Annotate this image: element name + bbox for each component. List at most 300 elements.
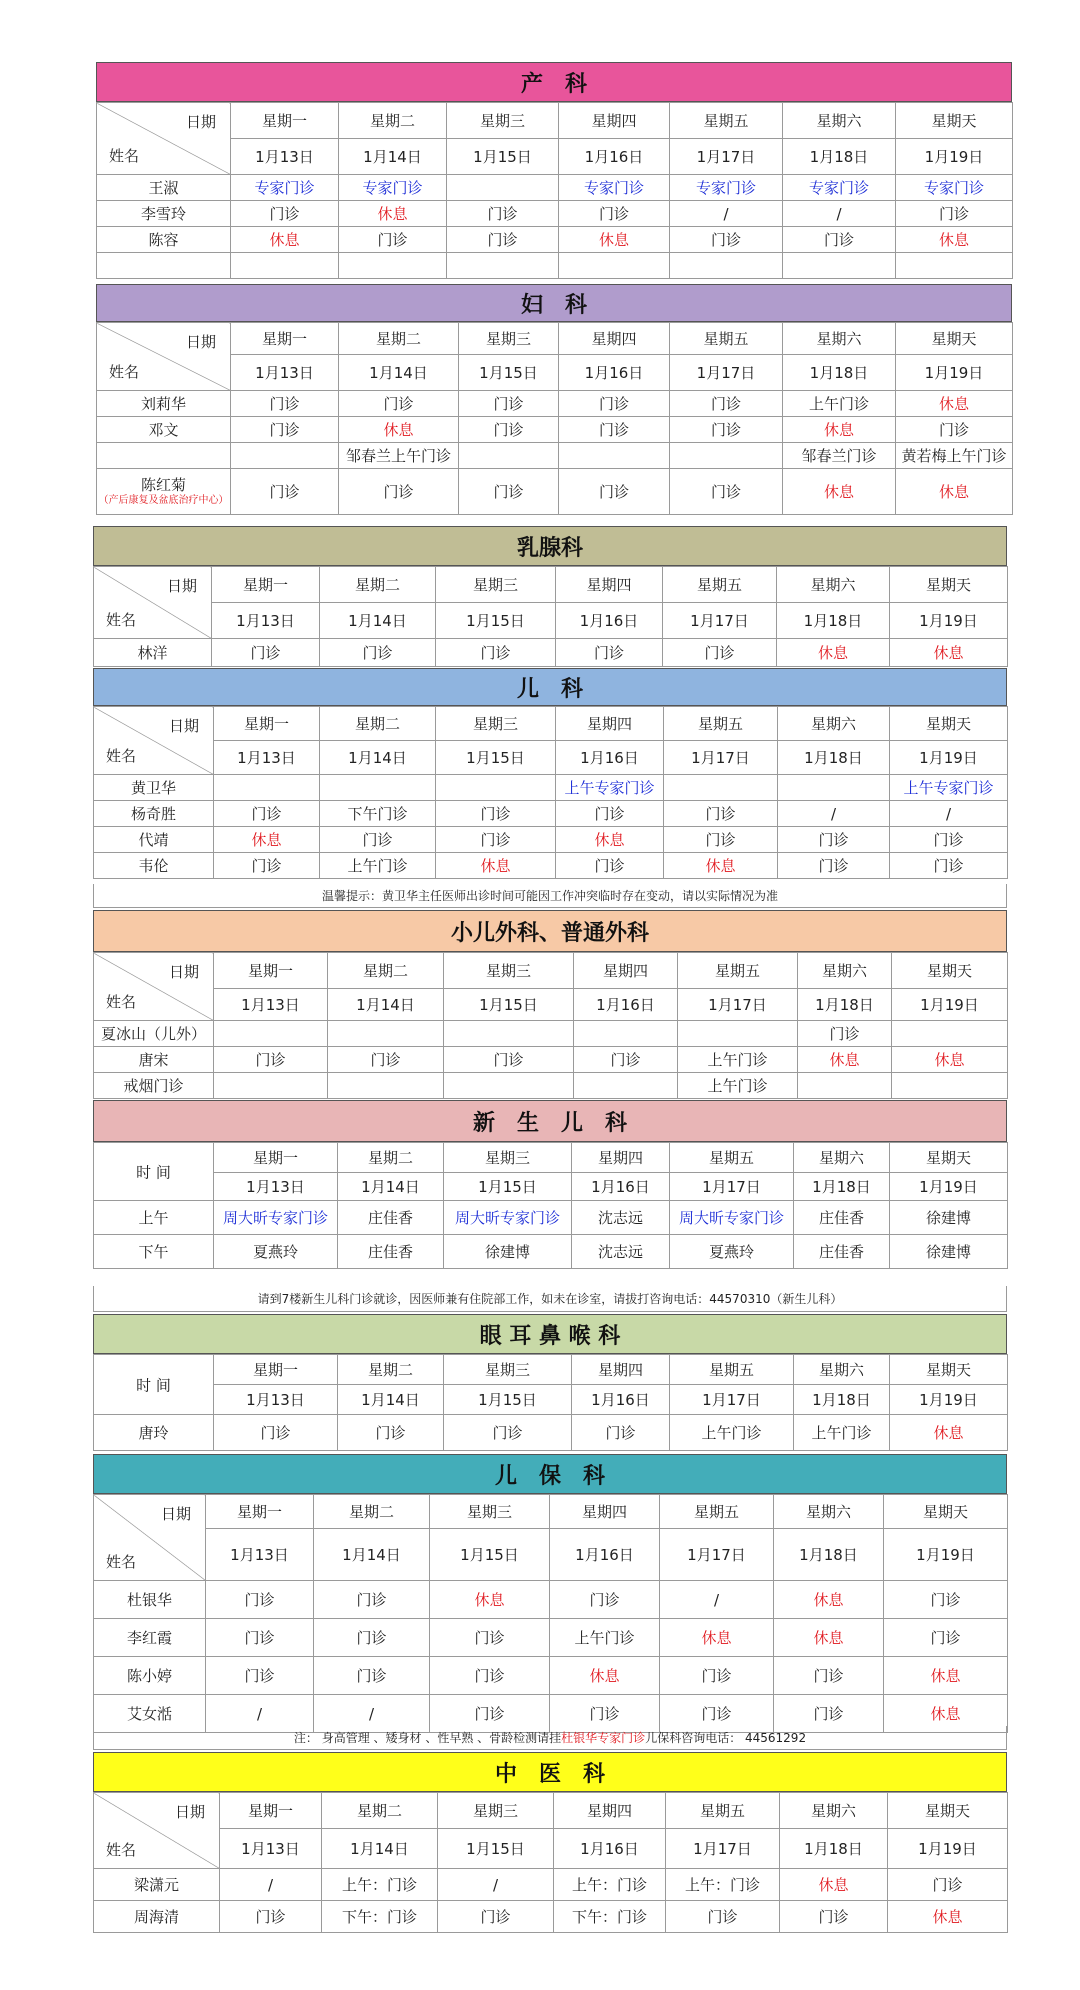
schedule-cell [678, 1021, 798, 1047]
schedule-cell [447, 253, 559, 279]
schedule-cell: 休息 [550, 1657, 660, 1695]
schedule-cell: 休息 [774, 1619, 884, 1657]
date-header: 1月17日 [660, 1529, 774, 1581]
doctor-name [97, 469, 231, 515]
doctor-name: 代靖 [94, 827, 214, 853]
schedule-cell: 门诊 [660, 1657, 774, 1695]
schedule-cell: 休息 [896, 391, 1013, 417]
schedule-cell: 周大昕专家门诊 [214, 1201, 338, 1235]
weekday-header: 星期五 [666, 1793, 780, 1829]
schedule-cell: 上午门诊 [794, 1415, 890, 1451]
schedule-cell [664, 775, 778, 801]
date-header: 1月14日 [320, 741, 436, 775]
schedule-cell [436, 775, 556, 801]
date-header: 1月13日 [220, 1829, 322, 1869]
doctor-name: 唐玲 [94, 1415, 214, 1451]
schedule-cell [670, 443, 783, 469]
weekday-header: 星期五 [678, 953, 798, 989]
childcare-note [93, 1726, 1007, 1750]
name-label: 姓名 [106, 747, 137, 765]
corner-cell [94, 1143, 214, 1201]
schedule-cell: 休息 [890, 1415, 1008, 1451]
schedule-cell: / [206, 1695, 314, 1733]
weekday-header: 星期一 [214, 707, 320, 741]
schedule-cell: 门诊 [572, 1415, 670, 1451]
weekday-header: 星期二 [338, 1355, 444, 1385]
schedule-cell: 上午门诊 [678, 1073, 798, 1099]
schedule-cell: 门诊 [231, 469, 339, 515]
weekday-header: 星期四 [572, 1355, 670, 1385]
schedule-cell: 庄佳香 [338, 1235, 444, 1269]
weekday-header: 星期五 [660, 1495, 774, 1529]
date-header: 1月14日 [339, 355, 459, 391]
schedule-cell: 门诊 [670, 469, 783, 515]
schedule-cell: 门诊 [214, 801, 320, 827]
childcare-note-a: 注： 身高管理 、矮身材 、性早熟 、骨龄检测请挂 [293, 1731, 562, 1745]
schedule-cell: 休息 [664, 853, 778, 879]
surgery-table [93, 952, 1008, 1099]
date-header: 1月18日 [798, 989, 892, 1021]
date-header: 1月18日 [774, 1529, 884, 1581]
ent-table [93, 1354, 1008, 1451]
schedule-cell [444, 1073, 574, 1099]
weekday-header: 星期二 [314, 1495, 430, 1529]
doctor-name [97, 443, 231, 469]
schedule-cell [444, 1021, 574, 1047]
obstetrics-title: 产 科 [96, 62, 1012, 102]
gynecology-section [96, 284, 1012, 524]
ent-section [93, 1314, 1007, 1454]
table-row [94, 801, 1008, 827]
corner-cell [94, 953, 214, 1021]
weekday-header: 星期二 [320, 707, 436, 741]
schedule-cell: 专家门诊 [339, 175, 447, 201]
weekday-row [94, 707, 1008, 741]
schedule-cell: 徐建博 [444, 1235, 572, 1269]
name-label: 姓名 [109, 363, 140, 381]
schedule-cell: 周大昕专家门诊 [670, 1201, 794, 1235]
breast-table [93, 566, 1008, 667]
weekday-header: 星期天 [890, 567, 1008, 603]
date-label: 日期 [168, 963, 199, 981]
schedule-cell: 专家门诊 [783, 175, 896, 201]
schedule-cell: 门诊 [314, 1581, 430, 1619]
neonatal-section [93, 1100, 1007, 1312]
obstetrics-table [96, 102, 1013, 279]
schedule-cell: 门诊 [896, 201, 1013, 227]
schedule-cell [214, 1073, 328, 1099]
date-header: 1月16日 [556, 741, 664, 775]
corner-cell [97, 103, 231, 175]
table-row [94, 1619, 1008, 1657]
schedule-cell [670, 253, 783, 279]
schedule-cell: 门诊 [774, 1657, 884, 1695]
pediatrics-note: 温馨提示：黄卫华主任医师出诊时间可能因工作冲突临时存在变动，请以实际情况为准 [93, 884, 1007, 908]
schedule-cell [231, 253, 339, 279]
neonatal-note: 请到7楼新生儿科门诊就诊，因医师兼有住院部工作，如未在诊室，请拔打咨询电话：44570310（新生儿科） [93, 1286, 1007, 1312]
weekday-header: 星期五 [664, 707, 778, 741]
schedule-cell: 休息 [798, 1047, 892, 1073]
name-label: 姓名 [106, 611, 137, 629]
schedule-cell: 沈志远 [572, 1235, 670, 1269]
weekday-row [94, 1495, 1008, 1529]
date-header: 1月19日 [884, 1529, 1008, 1581]
table-row [94, 1201, 1008, 1235]
weekday-header: 星期二 [322, 1793, 438, 1829]
schedule-cell: 门诊 [783, 227, 896, 253]
date-label: 日期 [174, 1803, 205, 1821]
corner-cell [97, 323, 231, 391]
weekday-header: 星期五 [670, 1355, 794, 1385]
schedule-cell: 门诊 [666, 1901, 780, 1933]
date-header: 1月18日 [794, 1173, 890, 1201]
weekday-header: 星期三 [430, 1495, 550, 1529]
table-row [97, 227, 1013, 253]
date-header: 1月15日 [438, 1829, 554, 1869]
name-label: 姓名 [106, 1841, 137, 1859]
childcare-title: 儿 保 科 [93, 1454, 1007, 1494]
schedule-cell: 休息 [783, 417, 896, 443]
schedule-cell: 门诊 [438, 1901, 554, 1933]
date-row [94, 603, 1008, 639]
schedule-cell: 门诊 [459, 391, 559, 417]
date-header: 1月14日 [339, 139, 447, 175]
schedule-cell [231, 443, 339, 469]
childcare-note-red: 杜银华专家门诊 [561, 1731, 646, 1745]
weekday-header: 星期六 [783, 103, 896, 139]
schedule-cell: 门诊 [320, 639, 436, 667]
weekday-header: 星期五 [670, 103, 783, 139]
weekday-header: 星期四 [556, 567, 663, 603]
weekday-header: 星期五 [663, 567, 777, 603]
doctor-name: 林洋 [94, 639, 212, 667]
date-header: 1月19日 [890, 1385, 1008, 1415]
weekday-header: 星期三 [444, 1143, 572, 1173]
schedule-cell: 休息 [559, 227, 670, 253]
obstetrics-section [96, 62, 1012, 278]
schedule-cell [559, 253, 670, 279]
pediatrics-section [93, 668, 1007, 908]
doctor-name: 下午 [94, 1235, 214, 1269]
schedule-cell: 夏燕玲 [670, 1235, 794, 1269]
weekday-header: 星期一 [231, 103, 339, 139]
weekday-header: 星期五 [670, 323, 783, 355]
weekday-header: 星期三 [447, 103, 559, 139]
date-row [97, 355, 1013, 391]
weekday-header: 星期三 [438, 1793, 554, 1829]
weekday-header: 星期一 [231, 323, 339, 355]
schedule-cell: 门诊 [231, 391, 339, 417]
doctor-name: 周海清 [94, 1901, 220, 1933]
schedule-cell [320, 775, 436, 801]
ent-title: 眼 耳 鼻 喉 科 [93, 1314, 1007, 1354]
weekday-header: 星期二 [339, 103, 447, 139]
schedule-cell: 上午：门诊 [554, 1869, 666, 1901]
schedule-cell: / [783, 201, 896, 227]
weekday-header: 星期三 [444, 1355, 572, 1385]
schedule-cell: 门诊 [663, 639, 777, 667]
schedule-cell: 门诊 [896, 417, 1013, 443]
schedule-cell [574, 1021, 678, 1047]
time-label: 时 间 [136, 1163, 171, 1181]
name-label: 姓名 [109, 147, 140, 165]
weekday-header: 星期六 [783, 323, 896, 355]
schedule-cell: 休息 [774, 1581, 884, 1619]
weekday-row [97, 103, 1013, 139]
date-header: 1月16日 [574, 989, 678, 1021]
schedule-cell [447, 175, 559, 201]
schedule-cell: 门诊 [550, 1581, 660, 1619]
date-header: 1月13日 [231, 139, 339, 175]
date-header: 1月16日 [550, 1529, 660, 1581]
table-row [94, 1869, 1008, 1901]
schedule-cell: / [670, 201, 783, 227]
schedule-cell: 门诊 [444, 1415, 572, 1451]
schedule-cell: 门诊 [559, 391, 670, 417]
neonatal-body [94, 1143, 1008, 1269]
schedule-cell: 休息 [777, 639, 890, 667]
doctor-name: 陈小婷 [94, 1657, 206, 1695]
date-header: 1月19日 [896, 139, 1013, 175]
schedule-cell: 门诊 [314, 1657, 430, 1695]
pediatrics-title: 儿 科 [93, 668, 1007, 706]
weekday-header: 星期天 [896, 323, 1013, 355]
weekday-header: 星期一 [214, 1355, 338, 1385]
schedule-cell [798, 1073, 892, 1099]
schedule-cell: 门诊 [660, 1695, 774, 1733]
schedule-cell: 门诊 [559, 417, 670, 443]
schedule-cell: / [660, 1581, 774, 1619]
childcare-body [94, 1495, 1008, 1733]
date-row [94, 1173, 1008, 1201]
time-label: 时 间 [136, 1376, 171, 1394]
date-header: 1月18日 [780, 1829, 888, 1869]
schedule-cell: 邹春兰门诊 [783, 443, 896, 469]
weekday-header: 星期天 [890, 707, 1008, 741]
date-label: 日期 [185, 113, 216, 131]
weekday-header: 星期一 [206, 1495, 314, 1529]
schedule-cell [892, 1021, 1008, 1047]
schedule-cell: 专家门诊 [670, 175, 783, 201]
date-header: 1月13日 [214, 989, 328, 1021]
table-row [97, 175, 1013, 201]
date-row [94, 741, 1008, 775]
weekday-header: 星期天 [896, 103, 1013, 139]
schedule-cell: 休息 [896, 227, 1013, 253]
date-header: 1月19日 [890, 741, 1008, 775]
weekday-header: 星期六 [777, 567, 890, 603]
date-header: 1月16日 [554, 1829, 666, 1869]
schedule-cell: 休息 [214, 827, 320, 853]
schedule-cell: 门诊 [664, 801, 778, 827]
schedule-cell: 门诊 [574, 1047, 678, 1073]
doctor-name: 唐宋 [94, 1047, 214, 1073]
weekday-header: 星期二 [338, 1143, 444, 1173]
schedule-cell: 庄佳香 [794, 1235, 890, 1269]
date-label: 日期 [185, 333, 216, 351]
weekday-header: 星期六 [798, 953, 892, 989]
table-row [94, 1073, 1008, 1099]
date-row [97, 139, 1013, 175]
schedule-cell: / [220, 1869, 322, 1901]
breast-body [94, 567, 1008, 667]
date-row [94, 1385, 1008, 1415]
schedule-cell: 门诊 [430, 1657, 550, 1695]
schedule-cell: 门诊 [559, 469, 670, 515]
date-row [94, 989, 1008, 1021]
schedule-cell: 下午：门诊 [554, 1901, 666, 1933]
date-header: 1月17日 [670, 1385, 794, 1415]
weekday-header: 星期四 [554, 1793, 666, 1829]
doctor-name: 夏冰山（儿外） [94, 1021, 214, 1047]
surgery-title: 小儿外科、普通外科 [93, 910, 1007, 952]
schedule-cell: 门诊 [888, 1869, 1008, 1901]
name-label: 姓名 [106, 993, 137, 1011]
date-header: 1月19日 [888, 1829, 1008, 1869]
schedule-cell: 门诊 [206, 1657, 314, 1695]
childcare-table [93, 1494, 1008, 1733]
doctor-name [97, 253, 231, 279]
table-row [94, 1581, 1008, 1619]
date-header: 1月15日 [459, 355, 559, 391]
table-row [97, 391, 1013, 417]
schedule-cell: 门诊 [884, 1581, 1008, 1619]
schedule-cell: 门诊 [778, 827, 890, 853]
doctor-name: 黄卫华 [94, 775, 214, 801]
corner-cell [94, 1355, 214, 1415]
schedule-cell: 门诊 [778, 853, 890, 879]
schedule-cell: 门诊 [314, 1619, 430, 1657]
tcm-body [94, 1793, 1008, 1933]
weekday-header: 星期六 [780, 1793, 888, 1829]
schedule-cell: 上午：门诊 [666, 1869, 780, 1901]
schedule-cell [328, 1021, 444, 1047]
schedule-cell: 门诊 [556, 639, 663, 667]
date-header: 1月15日 [444, 1385, 572, 1415]
schedule-cell: 门诊 [214, 1415, 338, 1451]
schedule-cell: 门诊 [459, 417, 559, 443]
schedule-cell [896, 253, 1013, 279]
schedule-cell: 休息 [884, 1695, 1008, 1733]
date-label: 日期 [160, 1505, 191, 1523]
schedule-cell: 上午门诊 [783, 391, 896, 417]
schedule-cell: 徐建博 [890, 1235, 1008, 1269]
ent-body [94, 1355, 1008, 1451]
date-header: 1月18日 [778, 741, 890, 775]
date-header: 1月14日 [328, 989, 444, 1021]
schedule-cell: 上午专家门诊 [556, 775, 664, 801]
date-header: 1月13日 [206, 1529, 314, 1581]
weekday-header: 星期三 [436, 707, 556, 741]
schedule-cell: 门诊 [220, 1901, 322, 1933]
schedule-cell: 休息 [430, 1581, 550, 1619]
schedule-cell: 休息 [339, 417, 459, 443]
gynecology-title: 妇 科 [96, 284, 1012, 322]
weekday-row [94, 1793, 1008, 1829]
schedule-cell: 上午门诊 [678, 1047, 798, 1073]
schedule-cell: 下午：门诊 [322, 1901, 438, 1933]
schedule-cell: 门诊 [339, 469, 459, 515]
schedule-cell: 门诊 [670, 391, 783, 417]
table-row [97, 443, 1013, 469]
schedule-cell: 门诊 [774, 1695, 884, 1733]
schedule-cell: 上午门诊 [550, 1619, 660, 1657]
schedule-cell [214, 775, 320, 801]
schedule-cell: / [890, 801, 1008, 827]
schedule-cell: 门诊 [556, 801, 664, 827]
corner-cell [94, 707, 214, 775]
date-header: 1月17日 [670, 355, 783, 391]
doctor-name: 王淑 [97, 175, 231, 201]
date-header: 1月19日 [890, 603, 1008, 639]
tcm-table [93, 1792, 1008, 1933]
neonatal-title: 新 生 儿 科 [93, 1100, 1007, 1142]
date-header: 1月13日 [214, 1385, 338, 1415]
weekday-header: 星期三 [436, 567, 556, 603]
date-header: 1月15日 [447, 139, 559, 175]
weekday-header: 星期四 [572, 1143, 670, 1173]
date-header: 1月13日 [212, 603, 320, 639]
schedule-cell: / [438, 1869, 554, 1901]
weekday-header: 星期天 [892, 953, 1008, 989]
date-header: 1月14日 [314, 1529, 430, 1581]
schedule-cell: 门诊 [559, 201, 670, 227]
schedule-cell: 门诊 [798, 1021, 892, 1047]
schedule-cell: 门诊 [430, 1695, 550, 1733]
date-header: 1月18日 [783, 139, 896, 175]
schedule-cell: 门诊 [884, 1619, 1008, 1657]
weekday-header: 星期六 [794, 1143, 890, 1173]
schedule-cell: 门诊 [444, 1047, 574, 1073]
weekday-header: 星期四 [574, 953, 678, 989]
schedule-cell: 邹春兰上午门诊 [339, 443, 459, 469]
date-header: 1月17日 [670, 139, 783, 175]
schedule-cell: 专家门诊 [559, 175, 670, 201]
date-header: 1月17日 [666, 1829, 780, 1869]
date-header: 1月15日 [436, 741, 556, 775]
gynecology-table [96, 322, 1013, 515]
name-label: 姓名 [106, 1553, 137, 1571]
schedule-cell: 上午：门诊 [322, 1869, 438, 1901]
schedule-cell: 门诊 [339, 391, 459, 417]
schedule-cell: 门诊 [550, 1695, 660, 1733]
schedule-cell [214, 1021, 328, 1047]
date-header: 1月17日 [663, 603, 777, 639]
schedule-cell: 门诊 [436, 827, 556, 853]
schedule-cell: 门诊 [447, 201, 559, 227]
schedule-cell: 黄若梅上午门诊 [896, 443, 1013, 469]
doctor-name: 艾女湉 [94, 1695, 206, 1733]
weekday-header: 星期六 [794, 1355, 890, 1385]
date-header: 1月15日 [436, 603, 556, 639]
date-header: 1月18日 [783, 355, 896, 391]
date-header: 1月13日 [214, 1173, 338, 1201]
schedule-cell [783, 253, 896, 279]
childcare-section [93, 1454, 1007, 1750]
weekday-header: 星期六 [774, 1495, 884, 1529]
neonatal-table [93, 1142, 1008, 1269]
weekday-header: 星期四 [559, 323, 670, 355]
date-header: 1月19日 [896, 355, 1013, 391]
weekday-row [94, 1143, 1008, 1173]
schedule-cell [559, 443, 670, 469]
date-header: 1月16日 [556, 603, 663, 639]
date-header: 1月16日 [572, 1173, 670, 1201]
weekday-row [94, 953, 1008, 989]
date-header: 1月19日 [890, 1173, 1008, 1201]
date-header: 1月14日 [322, 1829, 438, 1869]
schedule-cell: 门诊 [206, 1619, 314, 1657]
